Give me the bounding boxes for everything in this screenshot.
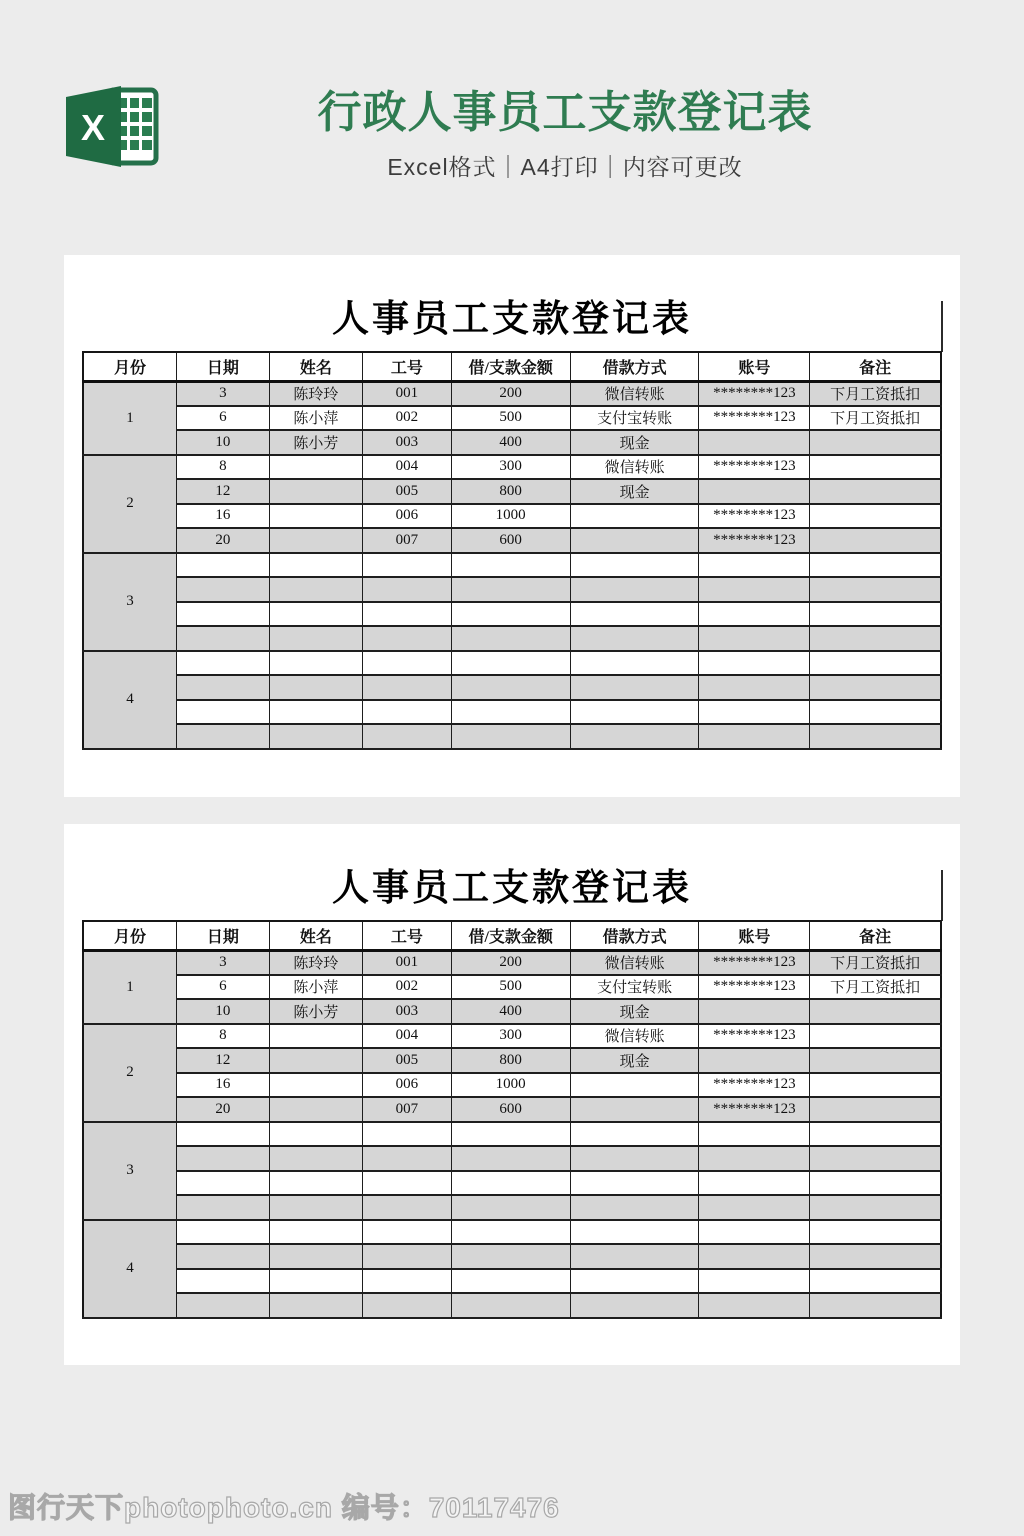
cell-remark: [810, 1024, 941, 1049]
table-row: [83, 406, 941, 431]
excel-icon-letter: X: [80, 107, 106, 148]
cell-date: 12: [177, 479, 270, 504]
cell-account: ********123: [699, 406, 810, 431]
cell-emp-id: [363, 1122, 451, 1147]
cell-method: [570, 1195, 699, 1220]
cell-emp-id: 007: [363, 528, 451, 553]
table-row: [83, 1220, 941, 1245]
cell-name: 陈小萍: [269, 975, 363, 1000]
cell-remark: [810, 430, 941, 455]
cell-method: [570, 1122, 699, 1147]
table-row: [83, 700, 941, 725]
cell-emp-id: [363, 700, 451, 725]
cell-amount: [451, 651, 570, 676]
cell-account: ********123: [699, 950, 810, 975]
table-row: [83, 1073, 941, 1098]
cell-date: [177, 602, 270, 627]
cell-date: [177, 1244, 270, 1269]
cell-name: [269, 553, 363, 578]
cell-name: 陈玲玲: [269, 381, 363, 406]
table-row: [83, 1244, 941, 1269]
cell-emp-id: 005: [363, 1048, 451, 1073]
cell-remark: [810, 700, 941, 725]
cell-date: [177, 1220, 270, 1245]
cell-amount: 600: [451, 528, 570, 553]
cell-emp-id: 006: [363, 504, 451, 529]
cell-emp-id: 003: [363, 999, 451, 1024]
cell-name: [269, 626, 363, 651]
cell-remark: [810, 1293, 941, 1318]
column-header-account: 账号: [699, 921, 810, 950]
cell-date: [177, 1293, 270, 1318]
cell-account: ********123: [699, 528, 810, 553]
cell-emp-id: [363, 651, 451, 676]
cell-method: 微信转账: [570, 381, 699, 406]
table-row: [83, 577, 941, 602]
cell-name: [269, 700, 363, 725]
cell-amount: [451, 700, 570, 725]
month-cell: 3: [83, 1122, 177, 1220]
cell-name: [269, 1269, 363, 1294]
cell-name: [269, 1122, 363, 1147]
cell-emp-id: 001: [363, 381, 451, 406]
cell-emp-id: [363, 1293, 451, 1318]
cell-account: [699, 1293, 810, 1318]
cell-name: [269, 528, 363, 553]
cell-emp-id: [363, 1220, 451, 1245]
column-header-emp-id: 工号: [363, 921, 451, 950]
cell-method: [570, 700, 699, 725]
gridline-tail: [941, 301, 943, 352]
cell-account: [699, 602, 810, 627]
cell-method: [570, 675, 699, 700]
table-row: [83, 553, 941, 578]
table-row: [83, 724, 941, 749]
cell-amount: [451, 602, 570, 627]
cell-name: [269, 455, 363, 480]
cell-method: [570, 577, 699, 602]
column-header-name: 姓名: [269, 921, 363, 950]
cell-amount: 300: [451, 455, 570, 480]
header-row: [83, 352, 941, 381]
table-row: [83, 950, 941, 975]
cell-method: 现金: [570, 479, 699, 504]
cell-date: 8: [177, 1024, 270, 1049]
month-cell: 4: [83, 651, 177, 749]
cell-name: [269, 1024, 363, 1049]
cell-date: 6: [177, 975, 270, 1000]
column-header-remark: 备注: [810, 352, 941, 381]
header-text: [0, 88, 1024, 180]
cell-account: [699, 651, 810, 676]
cell-emp-id: [363, 577, 451, 602]
cell-amount: [451, 1220, 570, 1245]
payment-register-table: [82, 920, 942, 1319]
cell-method: [570, 651, 699, 676]
cell-remark: [810, 651, 941, 676]
cell-method: [570, 1171, 699, 1196]
cell-method: 支付宝转账: [570, 975, 699, 1000]
watermark-text: 图行天下photophoto.cn 编号：70117476: [8, 1492, 560, 1523]
table-row: [83, 1024, 941, 1049]
preview-panel-1: [64, 255, 960, 797]
cell-method: 现金: [570, 430, 699, 455]
cell-amount: 200: [451, 950, 570, 975]
cell-date: 16: [177, 504, 270, 529]
cell-name: [269, 577, 363, 602]
cell-emp-id: 002: [363, 975, 451, 1000]
table-row: [83, 528, 941, 553]
cell-remark: 下月工资抵扣: [810, 975, 941, 1000]
cell-amount: 600: [451, 1097, 570, 1122]
cell-name: [269, 724, 363, 749]
table-row: [83, 1122, 941, 1147]
cell-remark: [810, 577, 941, 602]
cell-emp-id: 002: [363, 406, 451, 431]
cell-emp-id: [363, 1195, 451, 1220]
cell-remark: 下月工资抵扣: [810, 950, 941, 975]
cell-account: [699, 626, 810, 651]
cell-date: [177, 724, 270, 749]
cell-account: ********123: [699, 504, 810, 529]
cell-method: [570, 1269, 699, 1294]
column-header-month: 月份: [83, 921, 177, 950]
table-row: [83, 651, 941, 676]
cell-remark: [810, 602, 941, 627]
cell-amount: 1000: [451, 1073, 570, 1098]
cell-emp-id: 005: [363, 479, 451, 504]
cell-account: [699, 1195, 810, 1220]
cell-method: [570, 504, 699, 529]
cell-date: 10: [177, 999, 270, 1024]
cell-name: [269, 1244, 363, 1269]
cell-name: 陈小芳: [269, 999, 363, 1024]
cell-method: 微信转账: [570, 950, 699, 975]
cell-remark: [810, 1122, 941, 1147]
cell-amount: 500: [451, 975, 570, 1000]
page-header: [0, 0, 1024, 215]
column-header-remark: 备注: [810, 921, 941, 950]
column-header-emp-id: 工号: [363, 352, 451, 381]
cell-date: [177, 700, 270, 725]
cell-remark: [810, 479, 941, 504]
cell-method: 现金: [570, 1048, 699, 1073]
cell-date: [177, 577, 270, 602]
payment-register-table: [82, 351, 942, 750]
preview-panel-2: [64, 824, 960, 1365]
cell-remark: 下月工资抵扣: [810, 381, 941, 406]
cell-amount: [451, 1293, 570, 1318]
column-header-amount: 借/支款金额: [451, 921, 570, 950]
cell-name: [269, 1097, 363, 1122]
cell-amount: [451, 1269, 570, 1294]
cell-amount: 400: [451, 430, 570, 455]
cell-method: [570, 1220, 699, 1245]
cell-account: ********123: [699, 1073, 810, 1098]
month-cell: 1: [83, 950, 177, 1024]
cell-account: ********123: [699, 381, 810, 406]
cell-account: [699, 1048, 810, 1073]
cell-date: 6: [177, 406, 270, 431]
cell-date: [177, 1171, 270, 1196]
cell-name: [269, 1146, 363, 1171]
cell-remark: 下月工资抵扣: [810, 406, 941, 431]
cell-date: [177, 1122, 270, 1147]
table-row: [83, 381, 941, 406]
cell-amount: [451, 577, 570, 602]
table-row: [83, 455, 941, 480]
table-row: [83, 1171, 941, 1196]
cell-account: [699, 1244, 810, 1269]
table-row: [83, 1097, 941, 1122]
cell-method: [570, 602, 699, 627]
page-subtitle: Excel格式｜A4打印｜内容可更改: [387, 154, 743, 180]
month-cell: 2: [83, 455, 177, 553]
cell-emp-id: [363, 626, 451, 651]
cell-remark: [810, 1171, 941, 1196]
cell-date: 20: [177, 1097, 270, 1122]
cell-amount: [451, 626, 570, 651]
table-row: [83, 430, 941, 455]
cell-emp-id: [363, 724, 451, 749]
cell-method: [570, 553, 699, 578]
cell-amount: [451, 1171, 570, 1196]
table-row: [83, 1146, 941, 1171]
cell-account: ********123: [699, 1024, 810, 1049]
cell-date: [177, 651, 270, 676]
cell-emp-id: 004: [363, 1024, 451, 1049]
cell-date: [177, 1146, 270, 1171]
cell-date: 8: [177, 455, 270, 480]
cell-remark: [810, 1048, 941, 1073]
cell-date: 10: [177, 430, 270, 455]
cell-remark: [810, 999, 941, 1024]
cell-account: [699, 479, 810, 504]
column-header-name: 姓名: [269, 352, 363, 381]
cell-remark: [810, 1195, 941, 1220]
cell-amount: [451, 1122, 570, 1147]
cell-remark: [810, 455, 941, 480]
cell-remark: [810, 1220, 941, 1245]
column-header-date: 日期: [177, 352, 270, 381]
table-row: [83, 1293, 941, 1318]
sheet-title: 人事员工支款登记表: [332, 299, 692, 340]
month-cell: 1: [83, 381, 177, 455]
cell-name: [269, 602, 363, 627]
table-row: [83, 1195, 941, 1220]
cell-remark: [810, 626, 941, 651]
cell-date: 12: [177, 1048, 270, 1073]
table-row: [83, 975, 941, 1000]
sheet-title: 人事员工支款登记表: [332, 868, 692, 909]
cell-account: [699, 577, 810, 602]
cell-name: 陈小萍: [269, 406, 363, 431]
cell-remark: [810, 528, 941, 553]
table-row: [83, 602, 941, 627]
column-header-month: 月份: [83, 352, 177, 381]
cell-remark: [810, 1269, 941, 1294]
cell-account: [699, 700, 810, 725]
cell-account: [699, 430, 810, 455]
cell-account: [699, 724, 810, 749]
cell-amount: [451, 1244, 570, 1269]
cell-emp-id: 003: [363, 430, 451, 455]
header-row: [83, 921, 941, 950]
cell-method: [570, 1146, 699, 1171]
cell-date: [177, 553, 270, 578]
cell-remark: [810, 1073, 941, 1098]
cell-method: [570, 528, 699, 553]
cell-name: [269, 1220, 363, 1245]
cell-name: [269, 479, 363, 504]
cell-name: [269, 651, 363, 676]
cell-emp-id: [363, 553, 451, 578]
cell-account: [699, 999, 810, 1024]
table-row: [83, 479, 941, 504]
cell-account: [699, 1269, 810, 1294]
cell-amount: 800: [451, 479, 570, 504]
cell-remark: [810, 504, 941, 529]
month-cell: 2: [83, 1024, 177, 1122]
column-header-amount: 借/支款金额: [451, 352, 570, 381]
cell-method: [570, 724, 699, 749]
column-header-method: 借款方式: [570, 352, 699, 381]
table-row: [83, 626, 941, 651]
cell-method: 微信转账: [570, 455, 699, 480]
gridline-tail: [941, 870, 943, 921]
cell-emp-id: 007: [363, 1097, 451, 1122]
cell-name: [269, 504, 363, 529]
column-header-method: 借款方式: [570, 921, 699, 950]
cell-emp-id: 006: [363, 1073, 451, 1098]
cell-method: 现金: [570, 999, 699, 1024]
cell-name: [269, 1048, 363, 1073]
cell-account: [699, 1171, 810, 1196]
page-title: 行政人事员工支款登记表: [317, 88, 813, 137]
cell-account: [699, 1122, 810, 1147]
cell-account: ********123: [699, 1097, 810, 1122]
cell-emp-id: [363, 1269, 451, 1294]
cell-method: [570, 1293, 699, 1318]
cell-remark: [810, 675, 941, 700]
cell-method: [570, 1097, 699, 1122]
cell-remark: [810, 553, 941, 578]
cell-amount: 1000: [451, 504, 570, 529]
cell-account: [699, 1146, 810, 1171]
cell-date: 20: [177, 528, 270, 553]
cell-amount: 500: [451, 406, 570, 431]
cell-method: 微信转账: [570, 1024, 699, 1049]
cell-remark: [810, 724, 941, 749]
cell-name: [269, 675, 363, 700]
cell-amount: 400: [451, 999, 570, 1024]
cell-amount: 200: [451, 381, 570, 406]
cell-method: [570, 626, 699, 651]
cell-amount: [451, 1146, 570, 1171]
table-row: [83, 1269, 941, 1294]
cell-name: [269, 1195, 363, 1220]
cell-date: [177, 626, 270, 651]
cell-remark: [810, 1097, 941, 1122]
cell-amount: [451, 724, 570, 749]
cell-remark: [810, 1146, 941, 1171]
cell-amount: 800: [451, 1048, 570, 1073]
cell-remark: [810, 1244, 941, 1269]
cell-amount: 300: [451, 1024, 570, 1049]
cell-name: 陈玲玲: [269, 950, 363, 975]
cell-account: ********123: [699, 975, 810, 1000]
cell-emp-id: [363, 1244, 451, 1269]
column-header-date: 日期: [177, 921, 270, 950]
table-row: [83, 504, 941, 529]
cell-date: [177, 1269, 270, 1294]
cell-name: 陈小芳: [269, 430, 363, 455]
cell-method: [570, 1073, 699, 1098]
column-header-account: 账号: [699, 352, 810, 381]
cell-date: 16: [177, 1073, 270, 1098]
cell-date: 3: [177, 381, 270, 406]
cell-emp-id: [363, 1171, 451, 1196]
cell-emp-id: 004: [363, 455, 451, 480]
cell-date: [177, 675, 270, 700]
cell-date: 3: [177, 950, 270, 975]
cell-emp-id: [363, 1146, 451, 1171]
cell-emp-id: [363, 675, 451, 700]
month-cell: 3: [83, 553, 177, 651]
cell-emp-id: [363, 602, 451, 627]
cell-account: ********123: [699, 455, 810, 480]
cell-date: [177, 1195, 270, 1220]
cell-amount: [451, 1195, 570, 1220]
cell-name: [269, 1171, 363, 1196]
cell-method: 支付宝转账: [570, 406, 699, 431]
cell-account: [699, 553, 810, 578]
month-cell: 4: [83, 1220, 177, 1318]
table-row: [83, 1048, 941, 1073]
cell-account: [699, 1220, 810, 1245]
cell-account: [699, 675, 810, 700]
cell-name: [269, 1073, 363, 1098]
table-row: [83, 999, 941, 1024]
cell-emp-id: 001: [363, 950, 451, 975]
cell-name: [269, 1293, 363, 1318]
cell-method: [570, 1244, 699, 1269]
cell-amount: [451, 675, 570, 700]
table-row: [83, 675, 941, 700]
cell-amount: [451, 553, 570, 578]
